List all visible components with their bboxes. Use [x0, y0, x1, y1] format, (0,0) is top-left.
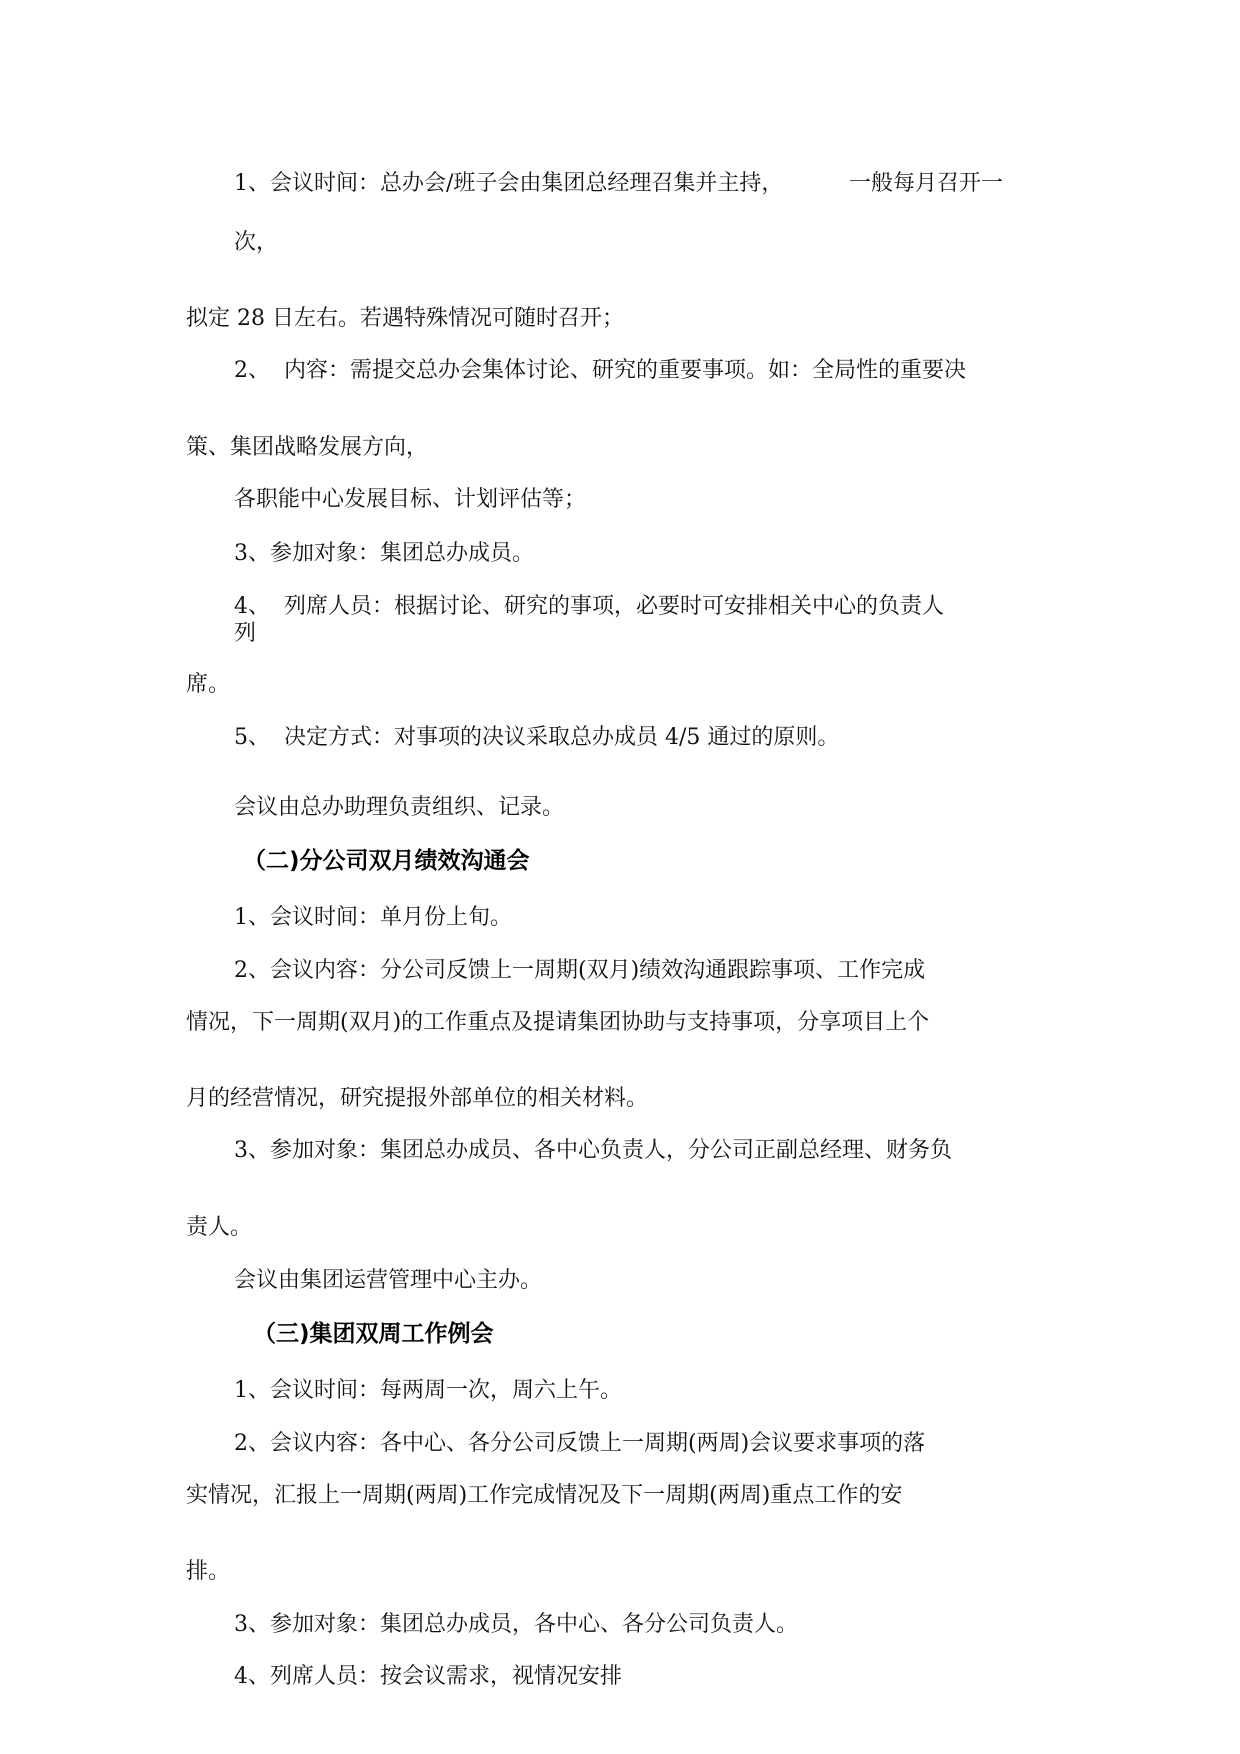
- s3-item1: 1、会议时间：每两周一次，周六上午。: [234, 1378, 622, 1403]
- s3-item2-line3: 排。: [186, 1559, 231, 1584]
- s1-item4-line3: 席。: [186, 672, 231, 697]
- s1-item2-line2: 策、集团战略发展方向，: [186, 435, 429, 460]
- s2-item2-line1: 2、会议内容：分公司反馈上一周期(双月)绩效沟通跟踪事项、工作完成: [234, 958, 926, 983]
- s1-item5: 5、 决定方式：对事项的决议采取总办成员 4/5 通过的原则。: [234, 725, 840, 750]
- s3-item3: 3、参加对象：集团总办成员，各中心、各分公司负责人。: [234, 1612, 798, 1637]
- s3-item2-line1: 2、会议内容：各中心、各分公司反馈上一周期(两周)会议要求事项的落: [234, 1431, 926, 1456]
- s1-item3: 3、参加对象：集团总办成员。: [234, 541, 534, 566]
- s3-item2-line2: 实情况，汇报上一周期(两周)工作完成情况及下一周期(两周)重点工作的安: [186, 1483, 903, 1508]
- s2-item2-line2: 情况，下一周期(双月)的工作重点及提请集团协助与支持事项，分享项目上个: [186, 1010, 930, 1035]
- s3-item4: 4、列席人员：按会议需求，视情况安排: [234, 1664, 622, 1689]
- s1-note: 会议由总办助理负责组织、记录。: [234, 795, 565, 820]
- s1-item1-line1b: 一般每月召开一: [849, 171, 1004, 196]
- s1-item1-line2: 次，: [234, 230, 279, 255]
- s2-item2-line3: 月的经营情况，研究提报外部单位的相关材料。: [186, 1086, 649, 1111]
- s1-item1-line3: 拟定 28 日左右。若遇特殊情况可随时召开；: [186, 306, 624, 331]
- s1-item2-line1: 2、 内容：需提交总办会集体讨论、研究的重要事项。如：全局性的重要决: [234, 358, 966, 383]
- s2-item1: 1、会议时间：单月份上旬。: [234, 905, 512, 930]
- s2-item3-line1: 3、参加对象：集团总办成员、各中心负责人，分公司正副总经理、财务负: [234, 1138, 952, 1163]
- s1-item4-line2: 列: [234, 621, 257, 646]
- s2-item3-line2: 责人。: [186, 1215, 253, 1240]
- s1-item2-line3: 各职能中心发展目标、计划评估等；: [234, 487, 587, 512]
- section2-heading: （二)分公司双月绩效沟通会: [243, 848, 530, 874]
- section3-heading: （三)集团双周工作例会: [253, 1321, 494, 1347]
- s2-note: 会议由集团运营管理中心主办。: [234, 1268, 543, 1293]
- s1-item1-line1: 1、会议时间：总办会/班子会由集团总经理召集并主持，: [234, 171, 784, 196]
- s1-item4-line1: 4、 列席人员：根据讨论、研究的事项，必要时可安排相关中心的负责人: [234, 594, 944, 619]
